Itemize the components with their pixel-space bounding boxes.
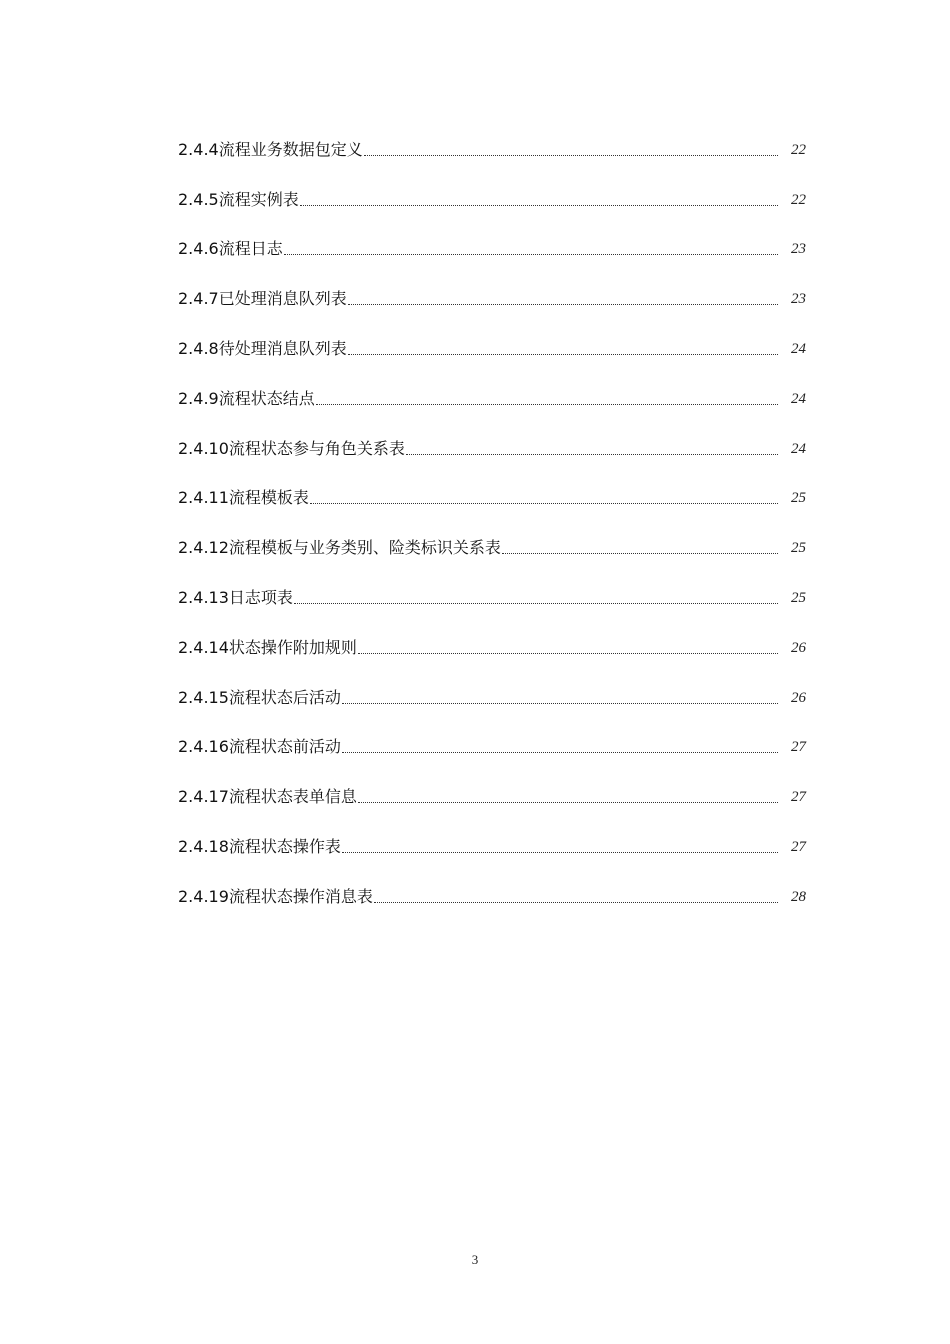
table-of-contents bbox=[178, 122, 806, 919]
toc-entry-page: 25 bbox=[791, 540, 806, 557]
toc-dot-leader bbox=[348, 303, 778, 305]
toc-dot-leader bbox=[316, 403, 778, 405]
toc-dot-leader bbox=[358, 801, 778, 803]
toc-entry-title: 2.4.12流程模板与业务类别、险类标识关系表 bbox=[178, 538, 501, 558]
toc-dot-leader bbox=[502, 552, 778, 554]
toc-dot-leader bbox=[348, 353, 778, 355]
toc-entry-title: 2.4.4流程业务数据包定义 bbox=[178, 139, 363, 159]
toc-dot-leader bbox=[342, 702, 778, 704]
toc-dot-leader bbox=[342, 851, 778, 853]
toc-entry-page: 27 bbox=[791, 838, 806, 855]
toc-entry-title: 2.4.16流程状态前活动 bbox=[178, 737, 341, 757]
toc-entry-page: 22 bbox=[791, 191, 806, 208]
toc-entry-title: 2.4.7已处理消息队列表 bbox=[178, 289, 347, 309]
toc-entry-title: 2.4.19流程状态操作消息表 bbox=[178, 886, 373, 906]
toc-dot-leader bbox=[310, 502, 778, 504]
toc-entry-page: 24 bbox=[791, 440, 806, 457]
toc-entry[interactable] bbox=[178, 222, 806, 272]
toc-entry-title: 2.4.11流程模板表 bbox=[178, 488, 309, 508]
toc-entry-page: 25 bbox=[791, 589, 806, 606]
toc-entry[interactable] bbox=[178, 371, 806, 421]
toc-entry-page: 23 bbox=[791, 241, 806, 258]
toc-entry-title: 2.4.15流程状态后活动 bbox=[178, 687, 341, 707]
toc-entry-page: 24 bbox=[791, 340, 806, 357]
toc-entry-page: 27 bbox=[791, 789, 806, 806]
toc-entry[interactable] bbox=[178, 172, 806, 222]
toc-entry-title: 2.4.8待处理消息队列表 bbox=[178, 338, 347, 358]
toc-entry[interactable] bbox=[178, 819, 806, 869]
toc-entry-title: 2.4.14状态操作附加规则 bbox=[178, 637, 357, 657]
toc-entry-page: 28 bbox=[791, 888, 806, 905]
toc-dot-leader bbox=[364, 154, 778, 156]
toc-entry-title: 2.4.6流程日志 bbox=[178, 239, 283, 259]
toc-entry[interactable] bbox=[178, 520, 806, 570]
toc-entry-page: 26 bbox=[791, 639, 806, 656]
toc-dot-leader bbox=[358, 652, 778, 654]
toc-entry[interactable] bbox=[178, 769, 806, 819]
toc-dot-leader bbox=[294, 602, 778, 604]
toc-entry-page: 25 bbox=[791, 490, 806, 507]
toc-entry[interactable] bbox=[178, 122, 806, 172]
page-number: 3 bbox=[471, 1252, 479, 1267]
toc-entry-title: 2.4.10流程状态参与角色关系表 bbox=[178, 438, 405, 458]
toc-entry-title: 2.4.5流程实例表 bbox=[178, 189, 299, 209]
toc-entry-page: 27 bbox=[791, 739, 806, 756]
toc-entry-page: 26 bbox=[791, 689, 806, 706]
toc-entry-title: 2.4.9流程状态结点 bbox=[178, 388, 315, 408]
toc-dot-leader bbox=[300, 204, 778, 206]
toc-entry[interactable] bbox=[178, 321, 806, 371]
toc-entry-page: 22 bbox=[791, 141, 806, 158]
toc-entry[interactable] bbox=[178, 720, 806, 770]
toc-entry-title: 2.4.17流程状态表单信息 bbox=[178, 787, 357, 807]
toc-entry-page: 23 bbox=[791, 291, 806, 308]
toc-dot-leader bbox=[374, 901, 778, 903]
toc-dot-leader bbox=[342, 751, 778, 753]
toc-dot-leader bbox=[406, 453, 778, 455]
toc-entry[interactable] bbox=[178, 670, 806, 720]
toc-entry[interactable] bbox=[178, 570, 806, 620]
toc-entry-title: 2.4.18流程状态操作表 bbox=[178, 836, 341, 856]
toc-entry-title: 2.4.13日志项表 bbox=[178, 587, 293, 607]
toc-entry[interactable] bbox=[178, 471, 806, 521]
toc-entry-page: 24 bbox=[791, 390, 806, 407]
toc-entry[interactable] bbox=[178, 271, 806, 321]
toc-entry[interactable] bbox=[178, 421, 806, 471]
toc-entry[interactable] bbox=[178, 869, 806, 919]
toc-entry[interactable] bbox=[178, 620, 806, 670]
toc-dot-leader bbox=[284, 253, 778, 255]
